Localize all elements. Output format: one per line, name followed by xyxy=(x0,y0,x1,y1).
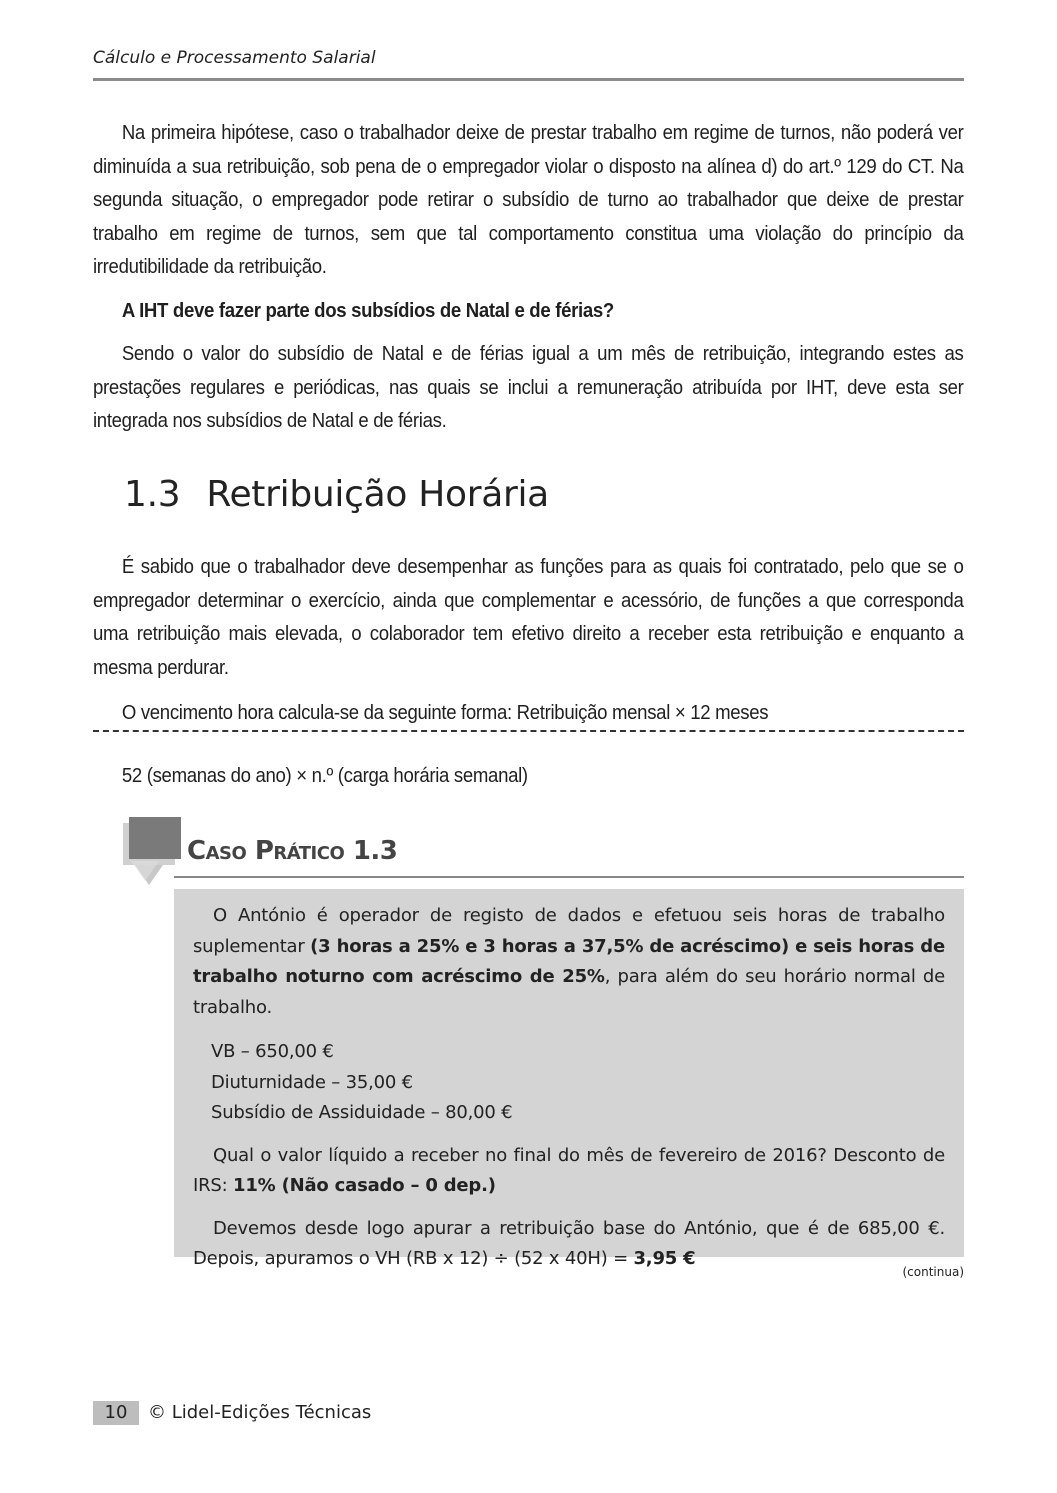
caso-pratico-icon xyxy=(121,817,185,889)
fraction-line xyxy=(93,730,964,734)
formula-denominator-wrap xyxy=(93,760,963,794)
formula-denominator: 52 (semanas do ano) × n.º (carga horária semanal) xyxy=(121,765,528,787)
paragraph: Na primeira hipótese, caso o trabalhador deixe de prestar trabalho em regime de turnos, não poderá ver diminuída a sua retribuição, sob pena de o empregador violar o disposto na alínea d) do art.º 129 do CT. Na segunda situação, o empregador pode retirar o subsídio de turno ao trabalhador que deixe de prestar trabalho em regime de turnos, sem que tal comportamento constitua uma violação do princípio da irredutibilidade da retribuição. xyxy=(93,122,964,278)
caso-title-rule xyxy=(174,876,964,878)
page-number: 10 xyxy=(93,1401,139,1425)
salary-items xyxy=(193,1037,945,1129)
caso-intro: O António é operador de registo de dados e efetuou seis horas de trabalho suplementar (3 horas a 25% e 3 horas a 37,5% de acréscimo) e seis horas de trabalho noturno com acréscimo de 25%, para além do seu horário normal de trabalho. xyxy=(193,905,945,1018)
publisher-credit: © Lidel-Edições Técnicas xyxy=(148,1402,372,1423)
intro-text xyxy=(93,117,963,439)
formula-numerator: O vencimento hora calcula-se da seguinte forma: Retribuição mensal × 12 meses xyxy=(121,702,769,724)
header-rule xyxy=(93,78,964,81)
running-header: Cálculo e Processamento Salarial xyxy=(93,48,376,68)
caso-pratico-content xyxy=(193,901,945,1275)
section-number: 1.3 xyxy=(124,474,181,515)
list-item: VB – 650,00 € xyxy=(211,1041,334,1062)
list-item: Diuturnidade – 35,00 € xyxy=(211,1071,413,1093)
list-item: Subsídio de Assiduidade – 80,00 € xyxy=(211,1102,513,1123)
paragraph: É sabido que o trabalhador deve desempenhar as funções para as quais foi contratado, pelo que se o empregador determinar o exercício, ainda que complementar e acessório, de funções a que corresponda uma retribuição mais elevada, o colaborador tem efetivo direito a receber esta retribuição e enquanto a mesma perdurar. xyxy=(93,556,964,679)
section-body xyxy=(93,551,963,731)
paragraph: Sendo o valor do subsídio de Natal e de férias igual a um mês de retribuição, integrando estes as prestações regulares e periódicas, nas quais se inclui a remuneração atribuída por IHT, deve esta ser integrada nos subsídios de Natal e de férias. xyxy=(93,343,964,432)
question-heading: A IHT deve fazer parte dos subsídios de Natal e de férias? xyxy=(121,299,614,322)
caso-pratico-title: Caso Prático 1.3 xyxy=(187,836,398,866)
caso-question: Qual o valor líquido a receber no final do mês de fevereiro de 2016? Desconto de IRS: 11% (Não casado – 0 dep.) xyxy=(193,1144,945,1196)
caso-calculation: Devemos desde logo apurar a retribuição base do António, que é de 685,00 €. Depois, apuramos o VH (RB x 12) ÷ (52 x 40H) = 3,95 € xyxy=(193,1217,945,1269)
section-heading: Retribuição Horária xyxy=(206,474,549,515)
section-title xyxy=(124,474,549,515)
continua-note: (continua) xyxy=(902,1265,964,1279)
